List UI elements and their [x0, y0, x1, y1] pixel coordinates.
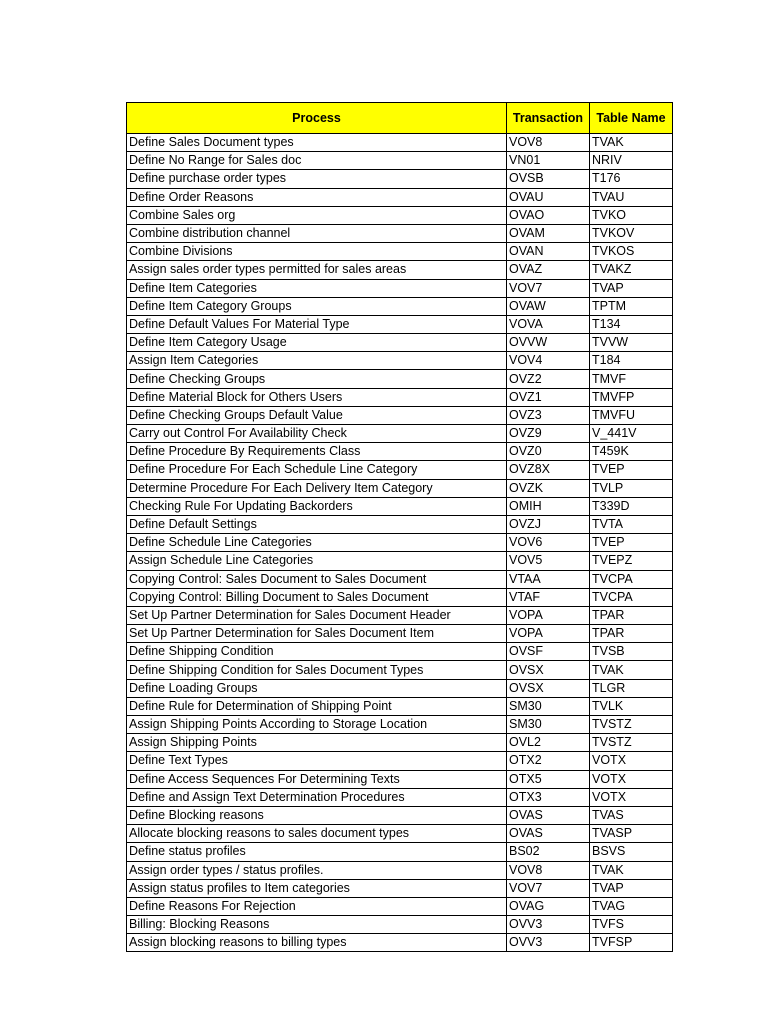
table-row — [127, 315, 673, 333]
transaction-cell: OVL2 — [507, 734, 590, 752]
table-name-cell: TPAR — [590, 625, 673, 643]
table-name-cell: TVEPZ — [590, 552, 673, 570]
table-row — [127, 515, 673, 533]
table-row — [127, 170, 673, 188]
table-name-cell: TVTA — [590, 515, 673, 533]
table-row — [127, 388, 673, 406]
table-name-cell: T134 — [590, 315, 673, 333]
transaction-cell: OVV3 — [507, 916, 590, 934]
transaction-cell: OVZ0 — [507, 443, 590, 461]
transaction-cell: OVZ1 — [507, 388, 590, 406]
table-row — [127, 279, 673, 297]
table-name-cell: TVAKZ — [590, 261, 673, 279]
transaction-cell: OVAG — [507, 897, 590, 915]
transaction-cell: OVZ8X — [507, 461, 590, 479]
transaction-cell: VOV7 — [507, 279, 590, 297]
table-name-cell: TVLP — [590, 479, 673, 497]
table-name-cell: TVSTZ — [590, 734, 673, 752]
transaction-cell: SM30 — [507, 697, 590, 715]
process-cell: Define Access Sequences For Determining Texts — [127, 770, 507, 788]
transaction-cell: VOV6 — [507, 534, 590, 552]
table-name-cell: TVAS — [590, 806, 673, 824]
transaction-cell: OVZJ — [507, 515, 590, 533]
table-name-cell: VOTX — [590, 788, 673, 806]
table-row — [127, 406, 673, 424]
process-cell: Define Shipping Condition for Sales Document Types — [127, 661, 507, 679]
transaction-cell: OVAS — [507, 806, 590, 824]
table-row — [127, 461, 673, 479]
process-header: Process — [127, 103, 507, 134]
transaction-cell: VTAA — [507, 570, 590, 588]
process-cell: Define Default Settings — [127, 515, 507, 533]
table-row — [127, 443, 673, 461]
table-row — [127, 370, 673, 388]
table-name-cell: TVCPA — [590, 570, 673, 588]
table-name-cell: V_441V — [590, 425, 673, 443]
transaction-cell: OVAU — [507, 188, 590, 206]
table-row — [127, 916, 673, 934]
process-cell: Allocate blocking reasons to sales document types — [127, 825, 507, 843]
process-cell: Define Item Category Groups — [127, 297, 507, 315]
table-row — [127, 734, 673, 752]
table-row — [127, 261, 673, 279]
process-cell: Define Procedure By Requirements Class — [127, 443, 507, 461]
table-name-cell: TVKOS — [590, 243, 673, 261]
transaction-cell: OVAM — [507, 224, 590, 242]
table-name-cell: TVEP — [590, 461, 673, 479]
transaction-cell: OVZ2 — [507, 370, 590, 388]
table-name-cell: TVVW — [590, 334, 673, 352]
transaction-cell: VOVA — [507, 315, 590, 333]
table-name-cell: TPAR — [590, 606, 673, 624]
table-row — [127, 497, 673, 515]
table-row — [127, 588, 673, 606]
table-row — [127, 934, 673, 952]
process-cell: Define Checking Groups Default Value — [127, 406, 507, 424]
table-row — [127, 188, 673, 206]
transaction-cell: VOV5 — [507, 552, 590, 570]
transaction-cell: OVAS — [507, 825, 590, 843]
transaction-cell: VOV8 — [507, 134, 590, 152]
process-cell: Define and Assign Text Determination Procedures — [127, 788, 507, 806]
table-name-cell: TMVF — [590, 370, 673, 388]
process-cell: Define No Range for Sales doc — [127, 152, 507, 170]
table-row — [127, 643, 673, 661]
table-row — [127, 243, 673, 261]
process-cell: Define Reasons For Rejection — [127, 897, 507, 915]
table-name-cell: TVAG — [590, 897, 673, 915]
process-cell: Set Up Partner Determination for Sales Document Header — [127, 606, 507, 624]
process-cell: Define Item Category Usage — [127, 334, 507, 352]
process-cell: Define Text Types — [127, 752, 507, 770]
transaction-cell: OVV3 — [507, 934, 590, 952]
table-row — [127, 134, 673, 152]
table-row — [127, 206, 673, 224]
header-row — [127, 103, 673, 134]
process-cell: Define Shipping Condition — [127, 643, 507, 661]
transaction-cell: OTX2 — [507, 752, 590, 770]
table-row — [127, 661, 673, 679]
table-name-cell: T459K — [590, 443, 673, 461]
process-cell: Assign order types / status profiles. — [127, 861, 507, 879]
table-row — [127, 534, 673, 552]
transaction-cell: BS02 — [507, 843, 590, 861]
transaction-cell: OVZ3 — [507, 406, 590, 424]
table-row — [127, 679, 673, 697]
table-row — [127, 697, 673, 715]
table-name-cell: VOTX — [590, 752, 673, 770]
table-name-cell: TPTM — [590, 297, 673, 315]
table-row — [127, 716, 673, 734]
table-row — [127, 570, 673, 588]
transaction-cell: OVAZ — [507, 261, 590, 279]
process-cell: Checking Rule For Updating Backorders — [127, 497, 507, 515]
process-cell: Assign blocking reasons to billing types — [127, 934, 507, 952]
process-cell: Define Material Block for Others Users — [127, 388, 507, 406]
table-row — [127, 861, 673, 879]
table-row — [127, 297, 673, 315]
table-row — [127, 224, 673, 242]
table-row — [127, 752, 673, 770]
transaction-cell: OVSF — [507, 643, 590, 661]
transaction-cell: OTX3 — [507, 788, 590, 806]
table-row — [127, 425, 673, 443]
transaction-cell: OVAN — [507, 243, 590, 261]
process-cell: Define Default Values For Material Type — [127, 315, 507, 333]
process-cell: Assign Shipping Points According to Storage Location — [127, 716, 507, 734]
table-row — [127, 479, 673, 497]
process-cell: Define purchase order types — [127, 170, 507, 188]
process-cell: Define Procedure For Each Schedule Line Category — [127, 461, 507, 479]
process-cell: Define Blocking reasons — [127, 806, 507, 824]
table-row — [127, 625, 673, 643]
process-cell: Copying Control: Sales Document to Sales Document — [127, 570, 507, 588]
table-name-cell: TVSTZ — [590, 716, 673, 734]
transaction-cell: OVSX — [507, 661, 590, 679]
table-row — [127, 606, 673, 624]
table-row — [127, 843, 673, 861]
table-name-cell: TVFSP — [590, 934, 673, 952]
table-name-cell: TVAK — [590, 861, 673, 879]
process-cell: Assign Item Categories — [127, 352, 507, 370]
transaction-table — [126, 102, 673, 952]
transaction-cell: VOPA — [507, 625, 590, 643]
process-cell: Define Sales Document types — [127, 134, 507, 152]
process-cell: Define status profiles — [127, 843, 507, 861]
transaction-cell: OVSX — [507, 679, 590, 697]
process-cell: Copying Control: Billing Document to Sales Document — [127, 588, 507, 606]
process-cell: Carry out Control For Availability Check — [127, 425, 507, 443]
table-row — [127, 788, 673, 806]
process-cell: Define Rule for Determination of Shipping Point — [127, 697, 507, 715]
table-row — [127, 552, 673, 570]
table-name-cell: BSVS — [590, 843, 673, 861]
process-cell: Define Order Reasons — [127, 188, 507, 206]
table-name-cell: TVAK — [590, 661, 673, 679]
process-cell: Assign sales order types permitted for sales areas — [127, 261, 507, 279]
transaction-cell: VOV4 — [507, 352, 590, 370]
process-cell: Define Item Categories — [127, 279, 507, 297]
process-cell: Determine Procedure For Each Delivery Item Category — [127, 479, 507, 497]
transaction-cell: OVZ9 — [507, 425, 590, 443]
process-cell: Set Up Partner Determination for Sales Document Item — [127, 625, 507, 643]
table-row — [127, 825, 673, 843]
table-name-cell: TVSB — [590, 643, 673, 661]
table-body — [127, 134, 673, 952]
table-name-cell: TVKO — [590, 206, 673, 224]
process-cell: Assign Shipping Points — [127, 734, 507, 752]
table-name-cell: TVLK — [590, 697, 673, 715]
transaction-cell: OVSB — [507, 170, 590, 188]
spreadsheet-page — [126, 102, 673, 952]
table-row — [127, 879, 673, 897]
process-cell: Define Schedule Line Categories — [127, 534, 507, 552]
transaction-cell: VOV8 — [507, 861, 590, 879]
table-row — [127, 352, 673, 370]
transaction-cell: OMIH — [507, 497, 590, 515]
process-cell: Assign status profiles to Item categories — [127, 879, 507, 897]
table-name-cell: TVFS — [590, 916, 673, 934]
transaction-cell: OVVW — [507, 334, 590, 352]
table-row — [127, 897, 673, 915]
table-name-cell: TVCPA — [590, 588, 673, 606]
process-cell: Combine Sales org — [127, 206, 507, 224]
table-name-cell: TVEP — [590, 534, 673, 552]
process-cell: Billing: Blocking Reasons — [127, 916, 507, 934]
table-name-cell: NRIV — [590, 152, 673, 170]
table-name-cell: TVASP — [590, 825, 673, 843]
transaction-cell: VTAF — [507, 588, 590, 606]
process-cell: Combine distribution channel — [127, 224, 507, 242]
transaction-cell: VOPA — [507, 606, 590, 624]
table-name-cell: T184 — [590, 352, 673, 370]
transaction-cell: VOV7 — [507, 879, 590, 897]
table-row — [127, 806, 673, 824]
table-row — [127, 152, 673, 170]
transaction-cell: OVAO — [507, 206, 590, 224]
table-name-cell: T176 — [590, 170, 673, 188]
table-name-header: Table Name — [590, 103, 673, 134]
table-name-cell: TMVFP — [590, 388, 673, 406]
process-cell: Combine Divisions — [127, 243, 507, 261]
transaction-cell: OTX5 — [507, 770, 590, 788]
process-cell: Define Checking Groups — [127, 370, 507, 388]
process-cell: Define Loading Groups — [127, 679, 507, 697]
table-name-cell: TVAP — [590, 879, 673, 897]
process-cell: Assign Schedule Line Categories — [127, 552, 507, 570]
transaction-cell: OVAW — [507, 297, 590, 315]
table-name-cell: TLGR — [590, 679, 673, 697]
table-name-cell: TMVFU — [590, 406, 673, 424]
transaction-cell: OVZK — [507, 479, 590, 497]
transaction-cell: VN01 — [507, 152, 590, 170]
table-name-cell: TVAP — [590, 279, 673, 297]
table-name-cell: TVKOV — [590, 224, 673, 242]
transaction-header: Transaction — [507, 103, 590, 134]
transaction-cell: SM30 — [507, 716, 590, 734]
table-row — [127, 770, 673, 788]
table-row — [127, 334, 673, 352]
table-name-cell: TVAU — [590, 188, 673, 206]
table-name-cell: VOTX — [590, 770, 673, 788]
table-name-cell: T339D — [590, 497, 673, 515]
table-name-cell: TVAK — [590, 134, 673, 152]
